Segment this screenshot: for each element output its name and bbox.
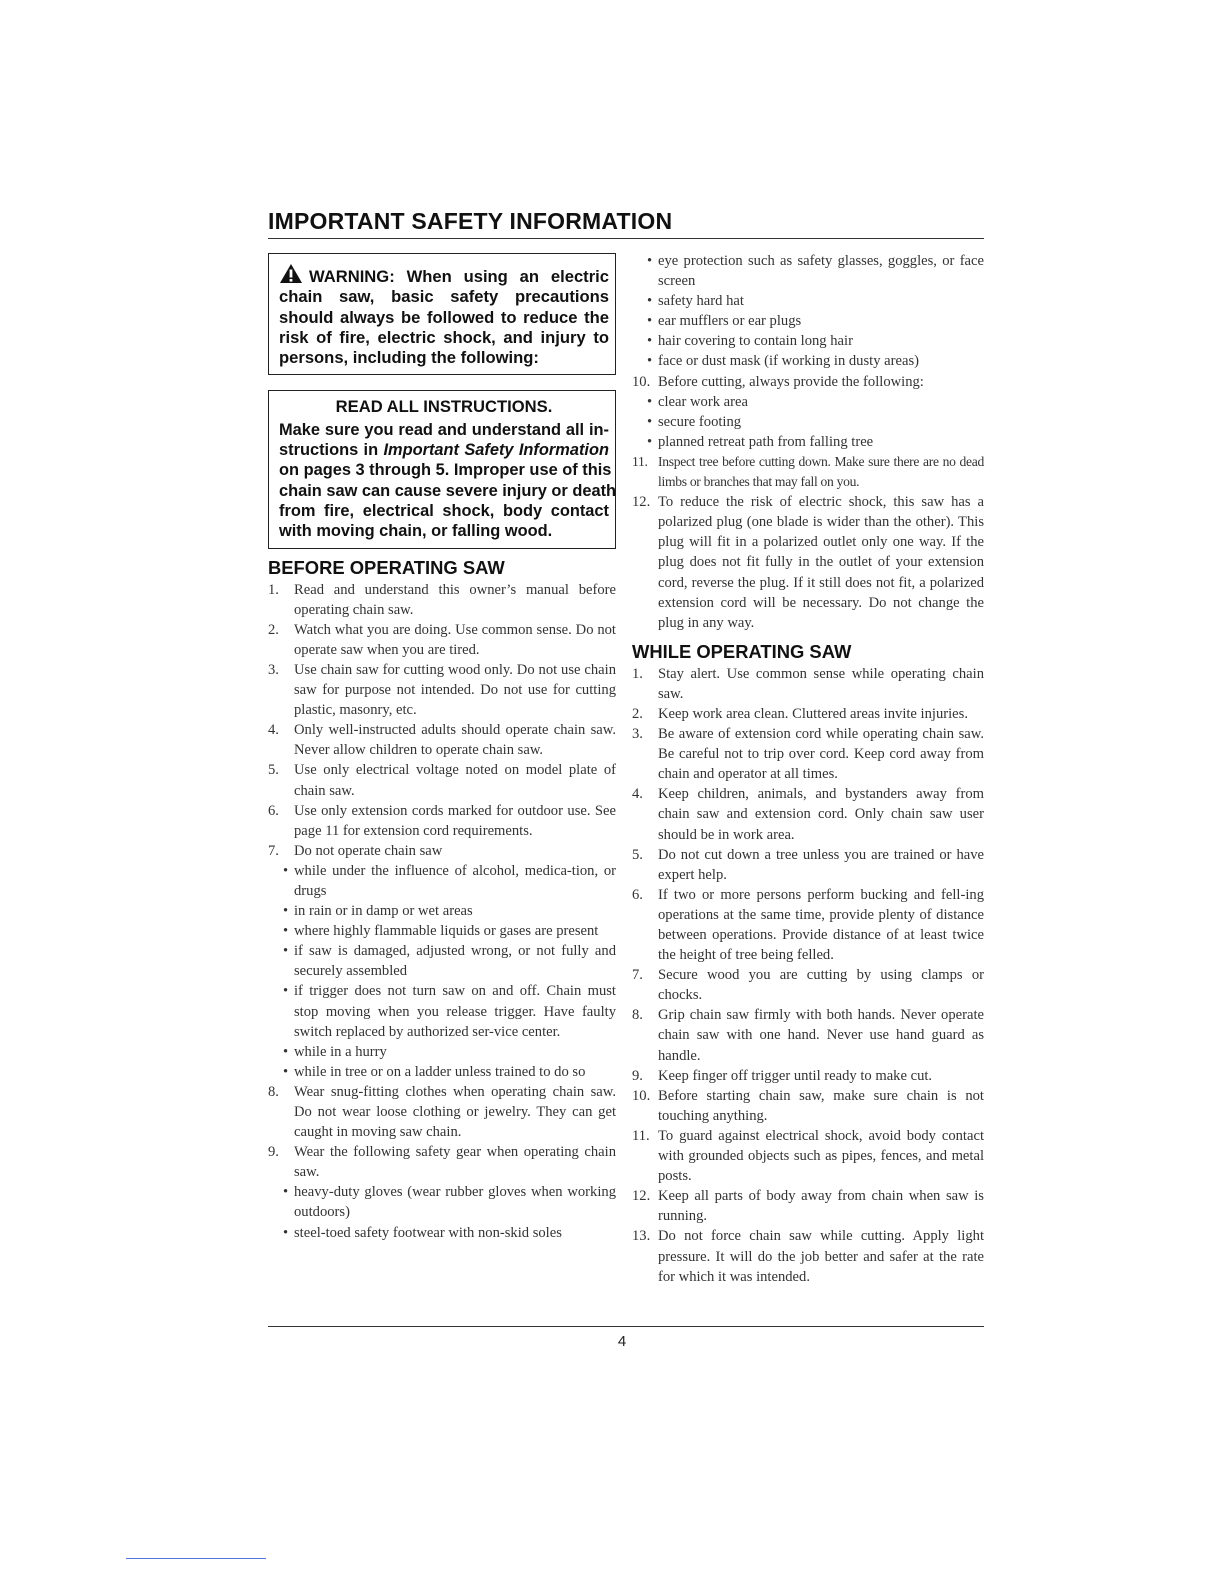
warning-line-2: chain saw, basic safety precautions: [279, 287, 609, 307]
list-item: 5. Do not cut down a tree unless you are trained or have expert help.: [632, 846, 984, 883]
list-item: 1. Read and understand this owner’s manual before operating chain saw.: [268, 581, 616, 618]
instructions-line-4: chain saw can cause severe injury or death: [279, 481, 617, 500]
list-item: 10. Before starting chain saw, make sure chain is not touching anything.: [632, 1087, 984, 1124]
warning-line-4: risk of fire, electric shock, and injury to: [279, 327, 609, 347]
bullet-list: [268, 861, 616, 1082]
list-item: 12. Keep all parts of body away from chain when saw is running.: [632, 1188, 984, 1225]
bullet-item: • ear mufflers or ear plugs: [632, 311, 984, 331]
bullet-item: • planned retreat path from falling tree: [632, 432, 984, 452]
warning-box: [268, 253, 616, 375]
page-title: IMPORTANT SAFETY INFORMATION: [268, 208, 673, 234]
bullet-item: • clear work area: [632, 392, 984, 412]
bullet-list: [632, 392, 984, 452]
bullet-item: • in rain or in damp or wet areas: [268, 901, 616, 921]
list-item: 10. Before cutting, always provide the following: • clear work area • secure footing • planned retreat path from falling tree: [632, 372, 984, 452]
list-item: 3. Use chain saw for cutting wood only. Do not use chain saw for purpose not intended. Do not use for cutting plastic, masonry, etc.: [268, 661, 616, 719]
instructions-box: [268, 390, 616, 548]
warning-triangle-icon: [279, 263, 303, 284]
list-item: 9. Keep finger off trigger until ready to make cut.: [632, 1067, 933, 1084]
warning-line-5: persons, including the following:: [279, 348, 539, 368]
list-item: 4. Keep children, animals, and bystanders away from chain saw and extension cord. Only chain saw user should be in work area.: [632, 786, 984, 843]
bullet-item: • eye protection such as safety glasses, goggles, or face screen: [632, 251, 984, 291]
instructions-line-2: structions in Important Safety Information: [279, 441, 609, 460]
bullet-item: • while in tree or on a ladder unless trained to do so: [268, 1062, 616, 1082]
bullet-item: • while under the influence of alcohol, medica-tion, or drugs: [268, 861, 616, 901]
footer-rule: [268, 1326, 984, 1327]
list-item: 2. Watch what you are doing. Use common sense. Do not operate saw when you are tired.: [268, 621, 616, 658]
bullet-list: [268, 1182, 616, 1242]
list-item: 1. Stay alert. Use common sense while operating chain saw.: [632, 665, 984, 702]
bullet-item: • face or dust mask (if working in dusty areas): [632, 351, 984, 371]
instructions-line-1: Make sure you read and understand all in-: [279, 420, 609, 439]
bullet-item: • secure footing: [632, 412, 984, 432]
safety-gear-bullets: [632, 251, 984, 372]
bullet-item: • if saw is damaged, adjusted wrong, or not fully and securely assembled: [268, 941, 616, 981]
before-operating-heading: BEFORE OPERATING SAW: [268, 556, 505, 578]
right-column: [632, 251, 984, 1287]
list-item: 12. To reduce the risk of electric shock, this saw has a polarized plug (one blade is wider than the other). This plug will fit in a polarized outlet only one way. If the plug does not fit fully in the outlet of your extension cord, reverse the plug. If it still does not fit, a polarized extension cord will be necessary. Do not change the plug in any way.: [632, 494, 984, 631]
bullet-item: • safety hard hat: [632, 291, 984, 311]
instructions-line-3: on pages 3 through 5. Improper use of this: [279, 461, 612, 480]
list-item: 8. Grip chain saw firmly with both hands. Never operate chain saw with one hand. Never use hand guard as handle.: [632, 1007, 984, 1064]
instructions-line-5: from fire, electrical shock, body contact: [279, 501, 609, 520]
list-item: 13. Do not force chain saw while cutting. Apply light pressure. It will do the job better and safer at the rate for which it was intended.: [632, 1228, 984, 1285]
bullet-item: • hair covering to contain long hair: [632, 331, 984, 351]
list-item: 7. Secure wood you are cutting by using clamps or chocks.: [632, 967, 984, 1004]
list-item: 3. Be aware of extension cord while operating chain saw. Be careful not to trip over cord. Keep cord away from chain and operator at all times.: [632, 726, 984, 783]
list-item: 11. Inspect tree before cutting down. Make sure there are no dead limbs or branches that may fall on you.: [632, 453, 984, 490]
page-number: 4: [617, 1333, 627, 1350]
list-item: 6. Use only extension cords marked for outdoor use. See page 11 for extension cord requirements.: [268, 802, 616, 839]
instructions-line-6: with moving chain, or falling wood.: [279, 522, 553, 541]
warning-line-3: should always be followed to reduce the: [279, 307, 609, 327]
list-item: 6. If two or more persons perform bucking and fell-ing operations at the same time, provide plenty of distance between operations. Provide distance of at least twice the height of tree being felled.: [632, 886, 984, 964]
list-item: 5. Use only electrical voltage noted on model plate of chain saw.: [268, 762, 616, 799]
bullet-item: • if trigger does not turn saw on and off. Chain must stop moving when you release trigger. Have faulty switch replaced by authorized ser-vice center.: [268, 981, 616, 1041]
bullet-item: • heavy-duty gloves (wear rubber gloves when working outdoors): [268, 1182, 616, 1222]
bottom-link-underline[interactable]: [126, 1558, 266, 1559]
title-rule: [268, 238, 984, 239]
list-item: 8. Wear snug-fitting clothes when operating chain saw. Do not wear loose clothing or jewelry. They can get caught in moving saw chain.: [268, 1083, 616, 1141]
list-item: 7. Do not operate chain saw • while under the influence of alcohol, medica-tion, or drugs • in rain or in damp or wet areas • where highly flammable liquids or gases are present • if saw is damaged, adjusted wrong, or not fully and securely assembled • if trigger does not turn saw on and off. Chain must stop moving when you release trigger. Have faulty switch replaced by authorized ser-vice center. • while in a hurry • while in tree or on a ladder unless trained to do so: [268, 841, 616, 1082]
left-column: [268, 250, 616, 1243]
before-operating-list-continued: [632, 372, 984, 633]
before-operating-list: [268, 580, 616, 1243]
bullet-item: • while in a hurry: [268, 1042, 616, 1062]
bullet-item: • where highly flammable liquids or gases are present: [268, 921, 616, 941]
while-operating-heading: WHILE OPERATING SAW: [632, 640, 852, 662]
list-item: 11. To guard against electrical shock, avoid body contact with grounded objects such as pipes, fences, and metal posts.: [632, 1127, 984, 1185]
instructions-heading: READ ALL INSTRUCTIONS.: [335, 397, 553, 417]
while-operating-list: [632, 664, 984, 1287]
warning-line-1: WARNING: When using an electric: [279, 263, 609, 287]
list-item: 9. Wear the following safety gear when operating chain saw. • heavy-duty gloves (wear rubber gloves when working outdoors) • steel-toed safety footwear with non-skid soles: [268, 1142, 616, 1242]
bullet-item: • steel-toed safety footwear with non-skid soles: [268, 1223, 616, 1243]
list-item: 4. Only well-instructed adults should operate chain saw. Never allow children to operate chain saw.: [268, 722, 616, 759]
list-item: 2. Keep work area clean. Cluttered areas invite injuries.: [632, 705, 968, 722]
